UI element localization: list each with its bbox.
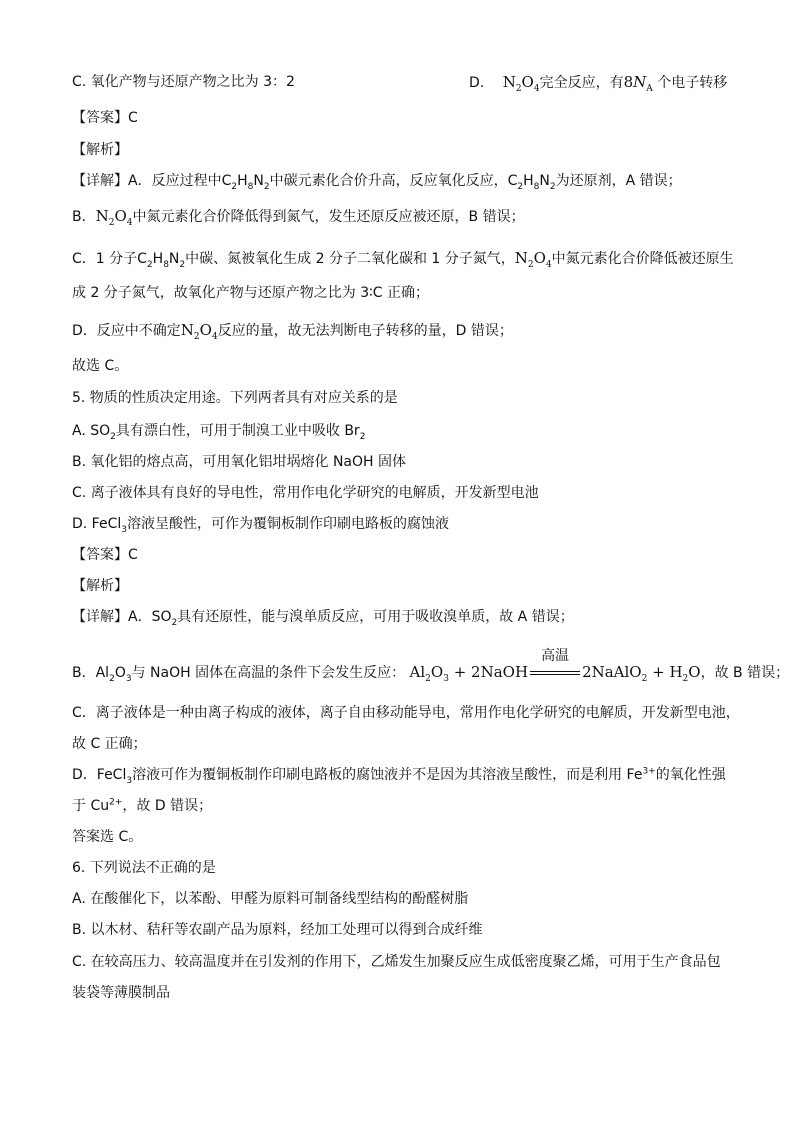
q5-stem: 5. 物质的性质决定用途。下列两者具有对应关系的是 [72, 390, 398, 406]
q6-option-b: B. 以木材、秸秆等农副产品为原料，经加工处理可以得到合成纤维 [72, 922, 483, 938]
q4-detail-b: B．$N_2O_4$中氮元素化合价降低得到氮气，发生还原反应被还原，B 错误； [72, 207, 525, 228]
q4-option-d: D. $N_2O_4$完全反应，有$8N_A$ 个电子转移 [469, 73, 728, 94]
q6-option-c: C. 在较高压力、较高温度并在引发剂的作用下，乙烯发生加聚反应生成低密度聚乙烯，可用于生产食品包 [72, 954, 721, 970]
q4-answer: 【答案】C [72, 110, 138, 126]
q4-detail-d: D．反应中不确定$N_2O_4$反应的量，故无法判断电子转移的量，D 错误； [72, 321, 513, 342]
q5-analysis-label: 【解析】 [72, 578, 128, 594]
q5-detail-c-cont: 故 C 正确； [72, 736, 147, 752]
q5-detail-d-cont: 于 $Cu^{2+}$，故 D 错误； [72, 797, 213, 814]
q4-detail-a: 【详解】A．反应过程中$C_2H_8N_2$中碳元素化合价升高，反应氧化反应，$C_2H_8N_2$为还原剂，A 错误； [72, 173, 682, 192]
q4-option-c: C. 氧化产物与还原产物之比为 3：2 [72, 74, 295, 90]
q6-option-c-cont: 装袋等薄膜制品 [72, 985, 170, 1001]
q4-conclusion: 故选 C。 [72, 358, 129, 374]
q5-detail-a: 【详解】A．$SO_2$具有还原性，能与溴单质反应，可用于吸收溴单质，故 A 错误； [72, 609, 574, 628]
q6-stem: 6. 下列说法不正确的是 [72, 860, 216, 876]
q5-detail-b: B．$Al_2O_3$与 NaOH 固体在高温的条件下会发生反应： $Al_2O_3$ + 2NaOH 高温 2NaAlO$_2$ + $H_2O$，故 B 错误； [72, 648, 790, 684]
q4-analysis-label: 【解析】 [72, 142, 128, 158]
q5-equation: $Al_2O_3$ + 2NaOH 高温 2NaAlO$_2$ + $H_2O$ [409, 648, 701, 684]
q4-option-c-row [72, 72, 728, 94]
q6-option-a: A. 在酸催化下，以苯酚、甲醛为原料可制备线型结构的酚醛树脂 [72, 891, 469, 907]
q4-detail-c: C．1 分子$C_2H_8N_2$中碳、氮被氧化生成 2 分子二氧化碳和 1 分子氮气，$N_2O_4$中氮元素化合价降低被还原生 [72, 249, 734, 270]
q5-conclusion: 答案选 C。 [72, 829, 143, 845]
q5-detail-d: D．FeCl$_3$溶液可作为覆铜板制作印刷电路板的腐蚀液并不是因为其溶液呈酸性，而是利用 $Fe^{3+}$的氧化性强 [72, 766, 726, 786]
q5-answer: 【答案】C [72, 547, 138, 563]
q5-option-c: C. 离子液体具有良好的导电性，常用作电化学研究的电解质，开发新型电池 [72, 485, 539, 501]
q5-option-b: B. 氧化铝的熔点高，可用氧化铝坩埚熔化 NaOH 固体 [72, 454, 407, 470]
q4-detail-c-cont: 成 2 分子氮气，故氧化产物与还原产物之比为 3∶C 正确； [72, 285, 430, 301]
q5-option-d: D. FeCl$_3$溶液呈酸性，可作为覆铜板制作印刷电路板的腐蚀液 [72, 516, 449, 535]
q5-detail-c: C．离子液体是一种由离子构成的液体，离子自由移动能导电，常用作电化学研究的电解质，开发新型电池， [72, 705, 740, 721]
q5-option-a: A. $SO_2$具有漂白性，可用于制溴工业中吸收 $Br_2$ [72, 423, 366, 442]
